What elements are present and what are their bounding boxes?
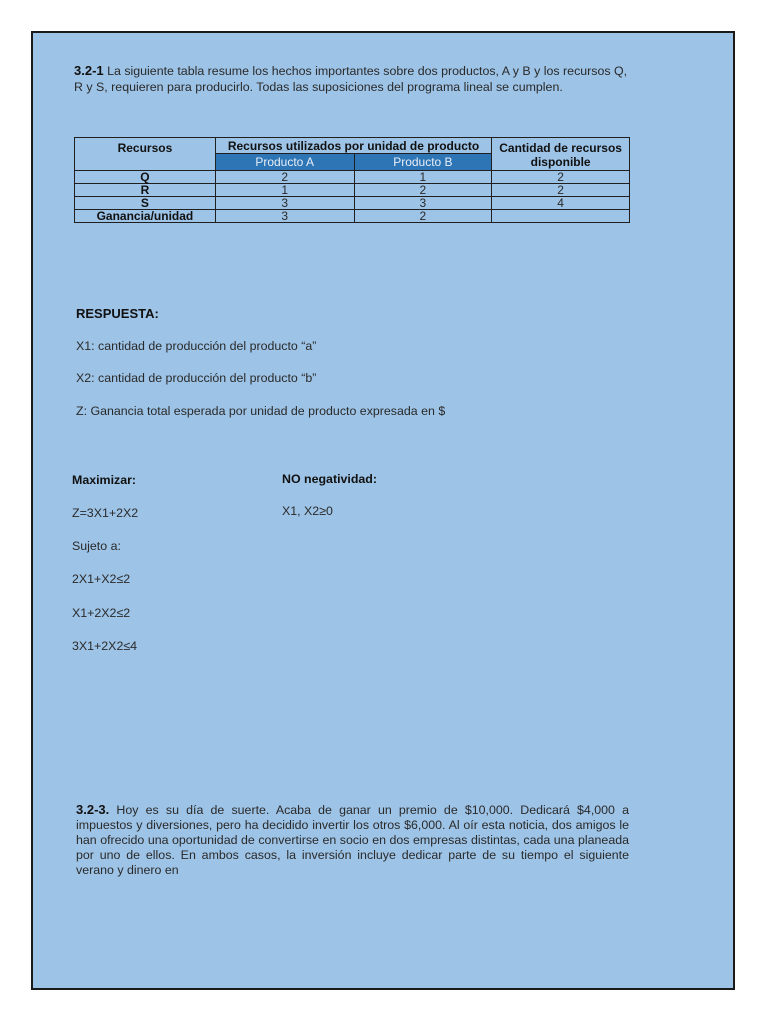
variable-z-definition: Z: Ganancia total esperada por unidad de producto expresada en $	[76, 404, 446, 418]
cell-available: 4	[492, 197, 630, 210]
nonnegativity-constraint: X1, X2≥0	[282, 504, 333, 518]
cell-product-a: 3	[215, 210, 354, 223]
constraint-2: X1+2X2≤2	[72, 606, 131, 620]
cell-available	[492, 210, 630, 223]
row-label: S	[75, 197, 216, 210]
header-available: Cantidad de recursos disponible	[492, 138, 630, 171]
row-label: Q	[75, 171, 216, 184]
subheader-product-a: Producto A	[215, 154, 354, 171]
table-header-row	[75, 138, 630, 154]
answer-title: RESPUESTA:	[76, 306, 159, 321]
cell-available: 2	[492, 171, 630, 184]
table-row	[75, 210, 630, 223]
subject-to-label: Sujeto a:	[72, 539, 121, 553]
cell-product-b: 3	[354, 197, 492, 210]
problem-3-2-3-paragraph	[76, 802, 629, 878]
constraint-1: 2X1+X2≤2	[72, 572, 131, 586]
constraint-3: 3X1+2X2≤4	[72, 639, 138, 653]
variable-x2-definition: X2: cantidad de producción del producto “b”	[76, 371, 317, 385]
resources-table	[74, 137, 630, 223]
header-resources-used: Recursos utilizados por unidad de producto	[215, 138, 491, 154]
cell-product-a: 1	[215, 184, 354, 197]
maximize-label: Maximizar:	[72, 473, 137, 487]
objective-function: Z=3X1+2X2	[72, 506, 139, 520]
cell-available: 2	[492, 184, 630, 197]
problem-3-2-1-text: La siguiente tabla resume los hechos importantes sobre dos productos, A y B y los recursos Q, R y S, requieren para producirlo. Todas las suposiciones del programa lineal se cumplen.	[74, 64, 628, 94]
row-label: Ganancia/unidad	[75, 210, 216, 223]
problem-3-2-1-number: 3.2-1	[74, 63, 104, 78]
cell-product-b: 2	[354, 184, 492, 197]
problem-3-2-3-number: 3.2-3.	[76, 802, 110, 817]
row-label: R	[75, 184, 216, 197]
cell-product-b: 2	[354, 210, 492, 223]
cell-product-a: 2	[215, 171, 354, 184]
subheader-product-b: Producto B	[354, 154, 492, 171]
problem-3-2-3-text: Hoy es su día de suerte. Acaba de ganar un premio de $10,000. Dedicará $4,000 a impuestos y diversiones, pero ha decidido invertir los otros $6,000. Al oír esta noticia, dos amigos le han ofrecido una oportunidad de convertirse en socio en dos empresas distintas, cada una planeada por uno de ellos. En ambos casos, la inversión incluye dedicar parte de su tiempo el siguiente verano y dinero en	[76, 803, 629, 877]
header-resources: Recursos	[75, 138, 216, 171]
table-row	[75, 171, 630, 184]
problem-3-2-1-intro	[74, 63, 636, 95]
table-row	[75, 184, 630, 197]
variable-x1-definition: X1: cantidad de producción del producto “a”	[76, 339, 317, 353]
cell-product-b: 1	[354, 171, 492, 184]
cell-product-a: 3	[215, 197, 354, 210]
nonnegativity-label: NO negatividad:	[282, 472, 378, 486]
table-row	[75, 197, 630, 210]
